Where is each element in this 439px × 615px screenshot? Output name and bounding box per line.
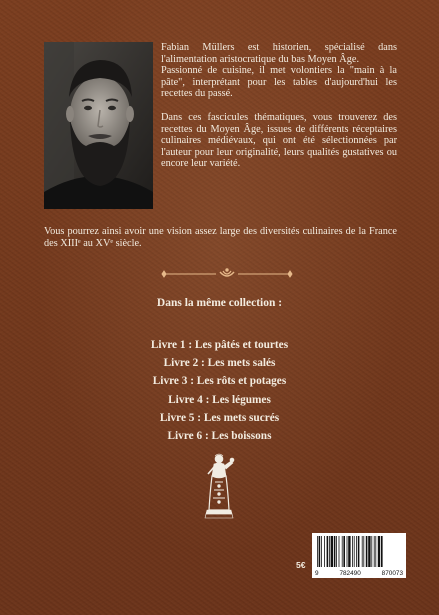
barcode-group-left: 782490 bbox=[339, 570, 361, 577]
barcode-bar bbox=[336, 536, 337, 567]
price-label: 5€ bbox=[296, 560, 306, 570]
barcode-bar bbox=[358, 536, 360, 567]
barcode-bar bbox=[339, 536, 340, 567]
barcode-digit-first: 9 bbox=[315, 570, 319, 577]
book-item-5: Livre 5 : Les mets sucrés bbox=[159, 411, 280, 424]
author-bio bbox=[161, 42, 397, 170]
barcode-group-right: 870073 bbox=[381, 570, 403, 577]
closing-text: Vous pourrez ainsi avoir une vision assez large des diversités culinaires de la France des XIIIᵉ au XVᵉ siècle. bbox=[44, 226, 397, 249]
barcode-bar bbox=[354, 536, 355, 567]
barcode-bar bbox=[317, 536, 318, 567]
barcode-bar bbox=[321, 536, 322, 567]
bio-paragraph-1: Fabian Müllers est historien, spécialisé dans l'alimentation aristocratique du bas Moyen Âge. bbox=[161, 42, 397, 65]
book-item-2: Livre 2 : Les mets salés bbox=[163, 357, 276, 370]
barcode-bar bbox=[356, 536, 357, 567]
barcode-digits bbox=[312, 570, 406, 577]
barcode-bar bbox=[363, 536, 364, 567]
barcode-bar bbox=[371, 536, 372, 567]
book-item-1: Livre 1 : Les pâtés et tourtes bbox=[150, 339, 289, 351]
barcode-bar bbox=[343, 536, 345, 567]
author-portrait bbox=[44, 42, 153, 209]
book-item-4: Livre 4 : Les légumes bbox=[168, 393, 271, 406]
barcode-bar bbox=[378, 536, 380, 567]
barcode-bar bbox=[375, 536, 376, 567]
barcode-bar bbox=[327, 536, 329, 567]
barcode-bar bbox=[324, 536, 325, 567]
barcode-bar bbox=[348, 536, 350, 567]
barcode-bar bbox=[329, 536, 330, 567]
barcode-bar bbox=[368, 536, 370, 567]
barcode-bar bbox=[381, 536, 383, 567]
barcode-bar bbox=[347, 536, 348, 567]
barcode-bar bbox=[362, 536, 363, 567]
medieval-figure-icon bbox=[203, 452, 237, 520]
barcode-bar bbox=[352, 536, 353, 567]
book-item-6: Livre 6 : Les boissons bbox=[167, 430, 272, 443]
barcode-bar bbox=[331, 536, 333, 567]
book-list bbox=[0, 336, 439, 445]
closing-paragraph bbox=[44, 226, 397, 249]
book-item-3: Livre 3 : Les rôts et potages bbox=[152, 375, 287, 388]
bio-paragraph-3: Dans ces fascicules thématiques, vous trouverez des recettes du Moyen Âge, issues de différents réceptaires culinaires médiévaux, qui ont été sélectionnées par l'auteur pour leur originalité, leurs qualités gustatives ou encore leur variété. bbox=[161, 111, 397, 170]
barcode-bar bbox=[342, 536, 343, 567]
ornament-divider-icon bbox=[160, 266, 294, 282]
barcode-bar bbox=[334, 536, 336, 567]
collection-title: Dans la même collection : bbox=[156, 297, 283, 309]
isbn-barcode bbox=[312, 533, 406, 578]
barcode-bar bbox=[319, 536, 321, 567]
barcode-bar bbox=[374, 536, 375, 567]
barcode-bar bbox=[366, 536, 368, 567]
bio-paragraph-2: Passionné de cuisine, il met volontiers la "main à la pâte", interprétant pour les tables d'aujourd'hui les recettes du passé. bbox=[161, 65, 397, 100]
